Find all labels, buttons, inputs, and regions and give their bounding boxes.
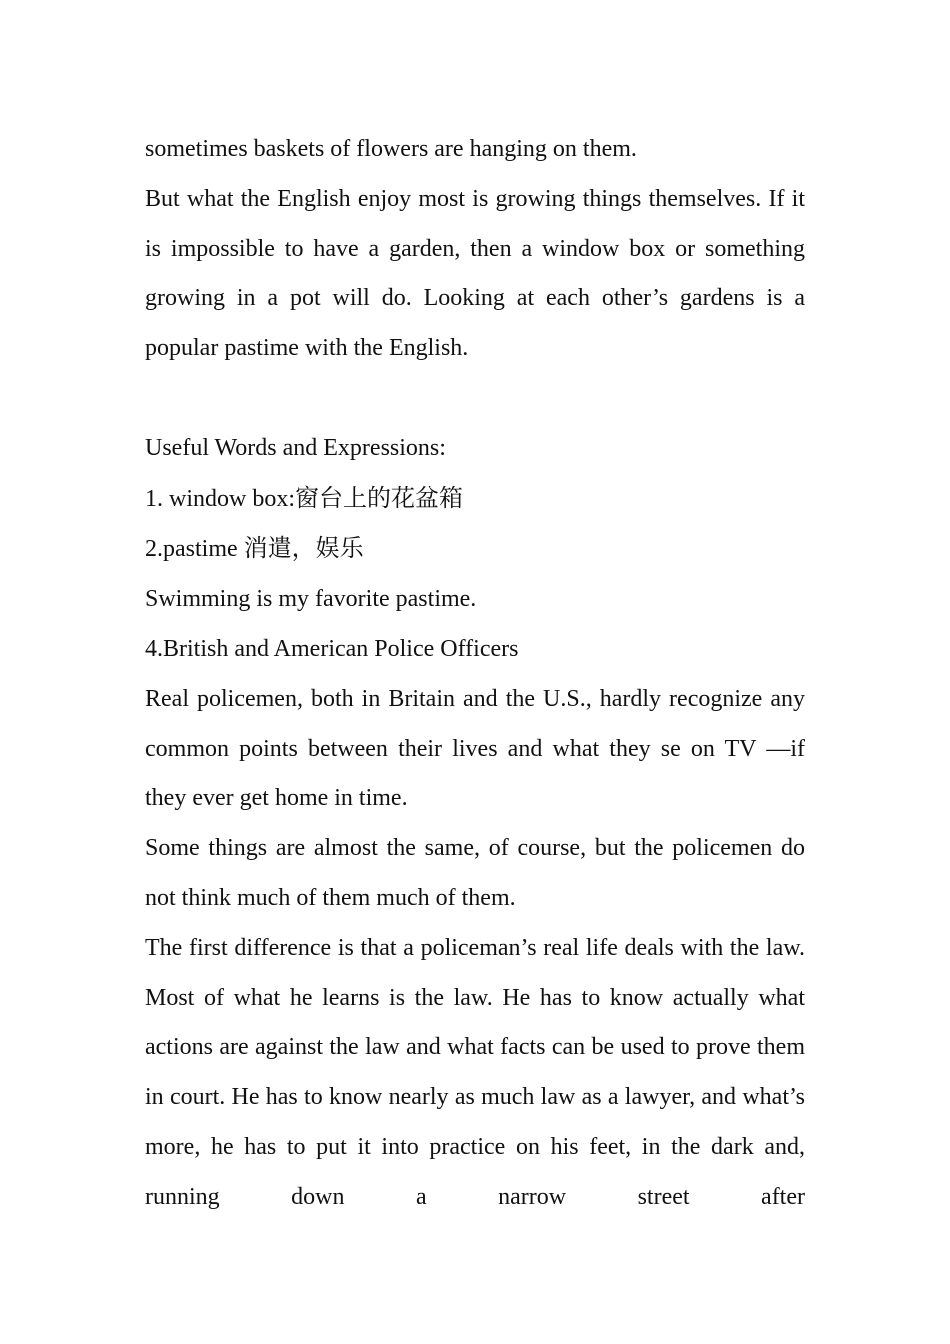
vocabulary-definition: 消遣，娱乐 (243, 534, 364, 563)
paragraph-first-difference: The first difference is that a policeman’s real life deals with the law. Most of what he learns is the law. He has to know actually what actions are against the law and what facts can be used to prove them in court. He has to know nearly as much law as a lawyer, and what’s more, he has to put it into practice on his feet, in the dark and, running down a narrow street after (145, 934, 805, 1210)
example-sentence: Swimming is my favorite pastime. (145, 586, 477, 613)
vocabulary-item-window-box (145, 474, 805, 525)
blank-line (145, 374, 805, 424)
vocabulary-heading: Useful Words and Expressions: (145, 434, 446, 461)
paragraph-flowers-continued: sometimes baskets of flowers are hanging on them. (145, 136, 637, 162)
vocabulary-term: 1. window box: (145, 485, 295, 512)
vocabulary-term: 2.pastime (145, 536, 244, 563)
paragraph-english-gardens: But what the English enjoy most is growing things themselves. If it is impossible to have a garden, then a window box or something growing in a pot will do. Looking at each other’s gardens is a popular pastime with the English. (145, 185, 805, 362)
document-body (145, 125, 805, 1223)
paragraph-real-policemen: Real policemen, both in Britain and the U.S., hardly recognize any common points between their lives and what they se on TV —if they ever get home in time. (145, 685, 805, 812)
paragraph-some-things: Some things are almost the same, of course, but the policemen do not think much of them much of them. (145, 835, 805, 911)
vocabulary-definition: 窗台上的花盆箱 (295, 483, 463, 512)
vocabulary-item-pastime (145, 524, 805, 575)
section-heading-police-officers: 4.British and American Police Officers (145, 635, 519, 662)
